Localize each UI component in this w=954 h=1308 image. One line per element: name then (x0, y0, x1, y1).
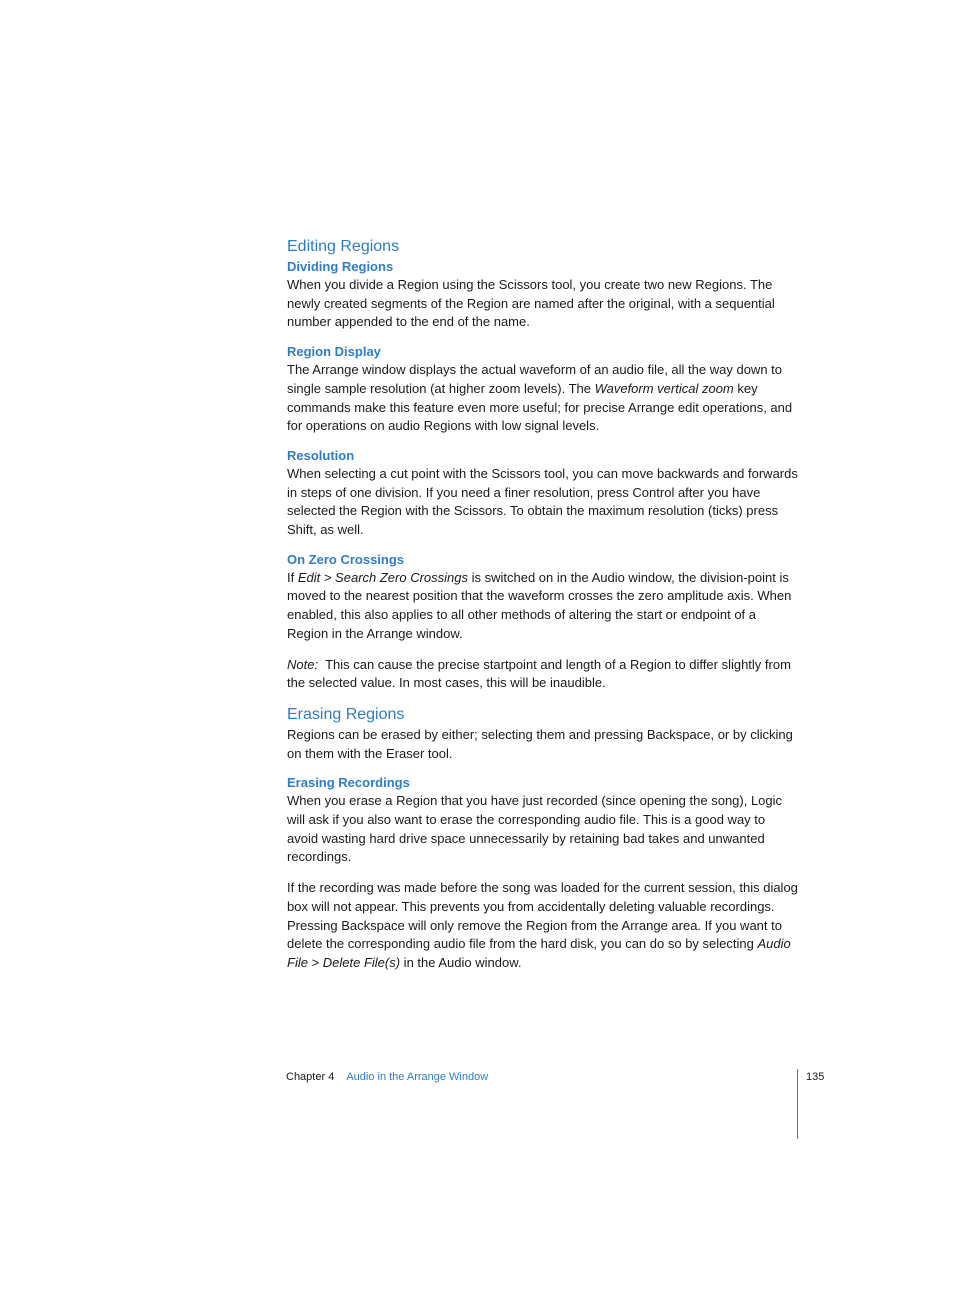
paragraph-erasing-recordings-2 (287, 879, 799, 973)
italic-term: Edit > Search Zero Crossings (297, 569, 468, 585)
subheading-region-display: Region Display (287, 344, 381, 360)
text-run: The Arrange window displays the actual waveform of an audio file, all the way down to single sample resolution (at higher zoom levels). The (287, 362, 782, 396)
text-run: key commands make this feature even more useful; for precise Arrange edit operations, and for operations on audio Regions with low signal levels. (287, 380, 793, 434)
text-run: in the Audio window. (400, 954, 522, 970)
text-run: If the recording was made before the song was loaded for the current session, this dialog box will not appear. This prevents you from accidentally deleting valuable recordings. Pressing Backspace will only remove the Region from the Arrange area. If you want to delete the corresponding audio file from the hard disk, you can do so by selecting (287, 880, 798, 952)
heading-editing-regions: Editing Regions (287, 238, 400, 255)
paragraph-region-display (287, 361, 799, 436)
subheading-erasing-recordings: Erasing Recordings (287, 775, 410, 791)
italic-term: Audio File > Delete File(s) (287, 936, 791, 970)
page-footer (286, 1070, 488, 1085)
note-text: This can cause the precise startpoint and length of a Region to differ slightly from the selected value. In most cases, this will be inaudible. (287, 656, 795, 691)
page-number: 135 (806, 1071, 825, 1083)
paragraph-zero-crossings (287, 569, 799, 644)
text-run: is switched on in the Audio window, the division-point is moved to the nearest position that the waveform crosses the zero amplitude axis. When enabled, this also applies to all other methods of altering the start or endpoint of a Region in the Arrange window. (287, 569, 792, 641)
footer-chapter-title: Audio in the Arrange Window (346, 1071, 489, 1083)
paragraph-erasing-recordings-1: When you erase a Region that you have just recorded (since opening the song), Logic will ask if you also want to erase the corresponding audio file. This is a good way to avoid wasting hard drive space unnecessarily by retaining bad takes and unwanted recordings. (287, 793, 783, 865)
italic-term: Waveform vertical zoom (594, 380, 734, 396)
page-content (287, 236, 799, 973)
footer-chapter: Chapter 4 (286, 1071, 335, 1083)
subheading-dividing-regions: Dividing Regions (287, 259, 394, 274)
paragraph-resolution: When selecting a cut point with the Scissors tool, you can move backwards and forwards in steps of one division. If you need a finer resolution, press Control after you have selected the Region with the Scissors. To obtain the maximum resolution (ticks) press Shift, as well. (287, 465, 798, 538)
paragraph-erasing-regions: Regions can be erased by either; selecting them and pressing Backspace, or by clicking on them with the Eraser tool. (287, 726, 793, 761)
note-label: Note: (287, 656, 319, 672)
footer-divider (797, 1069, 798, 1139)
paragraph-dividing-regions: When you divide a Region using the Scissors tool, you create two new Regions. The newly created segments of the Region are named after the original, with a sequential number appended to the end of the name. (287, 277, 775, 330)
heading-erasing-regions: Erasing Regions (287, 705, 405, 723)
text-run: If (287, 569, 298, 585)
paragraph-note (287, 656, 799, 693)
subheading-resolution: Resolution (287, 447, 355, 463)
subheading-zero-crossings: On Zero Crossings (287, 551, 405, 567)
